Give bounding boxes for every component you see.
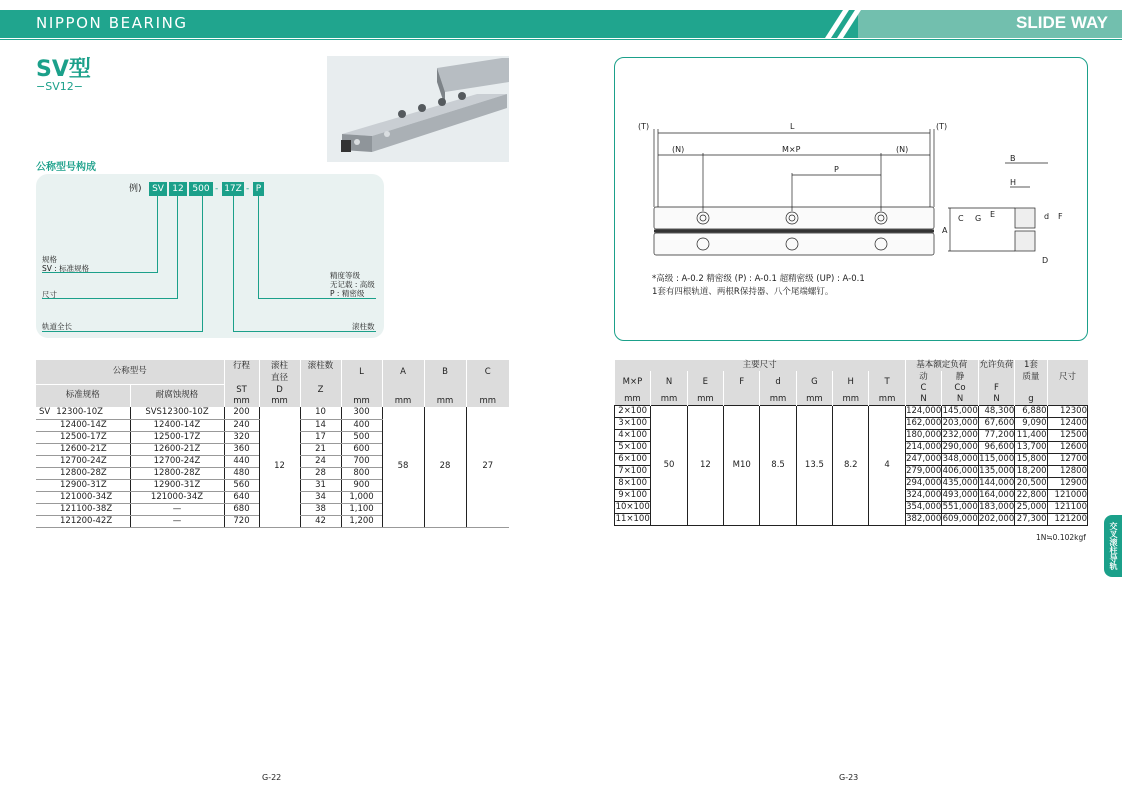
model-standard: 12900-31Z <box>60 479 107 490</box>
th-unit: mm <box>760 394 796 406</box>
th-standard: 标准规格 <box>36 384 130 407</box>
table-cell: 4×100 <box>615 430 651 442</box>
th-unit: mm <box>651 394 687 406</box>
table-cell: 294,000 <box>906 478 942 488</box>
table-cell: 354,000 <box>906 502 942 512</box>
table-cell: 320 <box>224 431 259 443</box>
table-cell: 12400-14Z <box>130 419 224 431</box>
dimension-drawing <box>630 115 1080 275</box>
table-cell: 12600-21Z <box>130 443 224 455</box>
table-cell <box>36 479 130 491</box>
table-cell: 12800 <box>1047 466 1087 478</box>
model-standard: 12800-28Z <box>60 467 107 478</box>
table-cell: 17 <box>300 431 341 443</box>
model-standard: 121100-38Z <box>60 503 113 514</box>
table-cell: 200 <box>224 407 259 419</box>
label-size: 尺寸 <box>42 290 57 299</box>
leader-line <box>233 196 234 332</box>
table-cell: 324,000 <box>906 490 942 500</box>
table-cell <box>36 491 130 503</box>
dim-label: d <box>1044 212 1050 221</box>
table-cell: 180,000 <box>906 430 942 440</box>
table-cell: 406,000 <box>942 466 978 476</box>
table-cell: 77,200 <box>978 430 1015 442</box>
table-cell: 18,200 <box>1015 466 1047 478</box>
model-standard: 12400-14Z <box>60 419 107 430</box>
table-cell: 240 <box>224 419 259 431</box>
table-cell: 12500 <box>1047 430 1087 442</box>
th-weight: 1套 <box>1015 360 1047 371</box>
table-cell: 232,000 <box>942 430 978 440</box>
table-cell: — <box>130 515 224 527</box>
dim-label: (T) <box>638 122 650 131</box>
header-stripes <box>825 10 865 38</box>
th-Co: Co <box>942 383 979 394</box>
table-cell: 9×100 <box>615 490 651 502</box>
code-sv: SV <box>149 182 167 196</box>
composition-title: 公称型号构成 <box>36 162 96 173</box>
table-cell: 24 <box>300 455 341 467</box>
table-cell: 12900-31Z <box>130 479 224 491</box>
leader-line <box>202 196 203 332</box>
table-cell: 10×100 <box>615 502 650 512</box>
th-weight-2: 质量 <box>1015 371 1047 383</box>
table-cell: 300 <box>341 407 382 419</box>
th-unit: mm <box>869 394 905 406</box>
table-cell: 144,000 <box>979 478 1015 488</box>
code-dash: - <box>246 184 250 194</box>
label-precision-high: 无记载 : 高级 <box>330 280 375 289</box>
category-side-tab[interactable]: 交叉滚柱导轨 <box>1104 515 1122 577</box>
th-unit: N <box>905 394 942 406</box>
leader-line <box>42 331 203 332</box>
code-dash: - <box>215 184 219 194</box>
model-standard: 12500-17Z <box>60 431 107 442</box>
th-unit: mm <box>833 394 869 406</box>
table-cell: 121000-34Z <box>130 491 224 503</box>
table-cell: 720 <box>224 515 259 527</box>
dim-label: G <box>975 214 982 223</box>
table-cell: 121100 <box>1047 502 1087 514</box>
table-cell: 121000 <box>1047 490 1087 502</box>
table-cell: 135,000 <box>979 466 1015 476</box>
table-cell: 58 <box>382 407 424 527</box>
th-T: T <box>869 371 905 394</box>
table-cell: 50 <box>651 406 687 526</box>
th-unit: mm <box>341 396 382 407</box>
label-precision: 精度等级 <box>330 271 360 280</box>
dim-label: M×P <box>782 145 801 154</box>
table-cell: 4 <box>869 406 905 526</box>
label-spec: 规格 <box>42 255 57 264</box>
leader-line <box>258 196 259 299</box>
table-cell: 38 <box>300 503 341 515</box>
th-d: D <box>259 384 300 396</box>
th-B: B <box>424 360 466 384</box>
table-cell: 28 <box>300 467 341 479</box>
brand-name: NIPPON BEARING <box>36 14 188 32</box>
table-cell: 12400 <box>1047 418 1087 430</box>
label-spec-sv: SV : 标准规格 <box>42 264 90 273</box>
th-corrosion: 耐腐蚀规格 <box>130 384 224 407</box>
table-cell: 680 <box>224 503 259 515</box>
table-cell: 1,000 <box>341 491 382 503</box>
table-cell: 609,000 <box>942 514 978 524</box>
th-unit: g <box>1015 394 1047 406</box>
table-cell: 12 <box>259 407 300 527</box>
table-cell <box>36 455 130 467</box>
table-cell <box>36 431 130 443</box>
th-load-rating: 基本额定负荷 <box>905 360 978 371</box>
table-cell: 27 <box>466 407 509 527</box>
page-subtitle: −SV12− <box>36 80 83 93</box>
th-unit: mm <box>259 396 300 407</box>
table-cell: 3×100 <box>615 418 651 430</box>
table-cell: SVS12300-10Z <box>130 407 224 419</box>
table-cell <box>36 407 130 419</box>
table-cell: 11×100 <box>615 514 650 524</box>
dim-label: P <box>834 165 839 174</box>
table-cell: 48,300 <box>978 406 1015 418</box>
table-cell <box>36 515 130 527</box>
th-size: 尺寸 <box>1047 360 1087 394</box>
th-d: d <box>760 371 796 394</box>
table-cell: M10 <box>724 406 760 526</box>
table-cell: 183,000 <box>979 502 1015 512</box>
th-dynamic: 动 <box>905 371 942 383</box>
th-mxp: M×P <box>615 371 651 394</box>
table-cell: 1,100 <box>341 503 382 515</box>
page-number-right: G-23 <box>839 773 859 782</box>
table-cell: 162,000 <box>906 418 942 428</box>
th-allowable: 允许负荷 <box>979 360 1014 370</box>
th-model: 公称型号 <box>36 360 224 384</box>
dim-label: (N) <box>896 145 909 154</box>
table-cell: 600 <box>341 443 382 455</box>
th-z: Z <box>300 384 341 396</box>
table-cell: 900 <box>341 479 382 491</box>
table-cell: 800 <box>341 467 382 479</box>
th-F: F <box>724 371 760 394</box>
table-cell: 700 <box>341 455 382 467</box>
table-cell: 12700 <box>1047 454 1087 466</box>
th-static: 静 <box>942 371 979 383</box>
th-E: E <box>687 371 723 394</box>
th-unit: N <box>978 394 1015 406</box>
table-cell: 145,000 <box>942 406 978 416</box>
table-cell <box>36 443 130 455</box>
th-C: C <box>905 383 942 394</box>
table-cell: 493,000 <box>942 490 978 500</box>
table-cell: 22,800 <box>1015 490 1047 502</box>
th-stroke: 行程 <box>224 360 259 372</box>
table-row <box>36 407 509 419</box>
table-cell: 382,000 <box>906 514 942 524</box>
table-cell: 400 <box>341 419 382 431</box>
table-cell: 6×100 <box>615 454 651 466</box>
dim-label: C <box>958 214 964 223</box>
unit-footnote: 1N≒0.102kgf <box>1036 533 1086 542</box>
table-cell: 42 <box>300 515 341 527</box>
th-roller-dia-2: 直径 <box>259 372 300 384</box>
table-cell: 34 <box>300 491 341 503</box>
page-number-left: G-22 <box>262 773 282 782</box>
dim-label: E <box>990 210 996 219</box>
dim-label: L <box>790 122 795 131</box>
table-cell <box>36 467 130 479</box>
table-cell: 67,600 <box>978 418 1015 430</box>
code-size: 12 <box>169 182 187 196</box>
label-precision-p: P : 精密级 <box>330 289 365 298</box>
table-cell: 12500-17Z <box>130 431 224 443</box>
th-L: L <box>341 360 382 384</box>
dim-label: A <box>942 226 948 235</box>
table-cell: 124,000 <box>906 406 942 416</box>
th-unit: mm <box>796 394 832 406</box>
dim-label: H <box>1010 178 1017 187</box>
code-length: 500 <box>189 182 213 196</box>
set-contents-note: 1套有四根轨道、两根R保持器、八个尾端螺钉。 <box>652 287 834 297</box>
table-cell: 12 <box>687 406 723 526</box>
th-unit: mm <box>224 396 259 407</box>
table-cell: 12700-24Z <box>130 455 224 467</box>
table-cell: 279,000 <box>906 466 942 476</box>
model-standard: 121200-42Z <box>60 515 113 526</box>
example-label: 例) <box>129 184 142 194</box>
table-cell: 14 <box>300 419 341 431</box>
th-unit: mm <box>424 396 466 407</box>
table-cell: 8.2 <box>833 406 869 526</box>
table-cell: 8.5 <box>760 406 796 526</box>
product-photo <box>327 56 509 162</box>
table-cell: 1,200 <box>341 515 382 527</box>
right-spec-table <box>614 360 1088 526</box>
th-Fcol: F <box>978 383 1015 394</box>
table-cell: 12600 <box>1047 442 1087 454</box>
leader-line <box>42 298 178 299</box>
composition-panel <box>36 174 384 338</box>
table-cell: 11,400 <box>1015 430 1047 442</box>
table-cell: 247,000 <box>906 454 942 464</box>
dim-label: (T) <box>936 122 948 131</box>
table-cell: 164,000 <box>979 490 1015 500</box>
table-cell: 9,090 <box>1015 418 1047 430</box>
tolerance-note: *高级 : A-0.2 精密级 (P) : A-0.1 超精密级 (UP) : A-0.1 <box>652 274 865 284</box>
table-cell: 12900 <box>1047 478 1087 490</box>
page-title: SV型 <box>36 57 91 82</box>
table-cell: 2×100 <box>615 406 651 418</box>
table-cell: 13.5 <box>796 406 832 526</box>
table-cell: 28 <box>424 407 466 527</box>
th-unit: mm <box>615 394 651 406</box>
table-cell: 500 <box>341 431 382 443</box>
th-roller-count: 滚柱数 <box>300 360 341 372</box>
table-cell: 115,000 <box>979 454 1015 464</box>
table-cell: 15,800 <box>1015 454 1047 466</box>
th-unit: mm <box>382 396 424 407</box>
table-cell: 440 <box>224 455 259 467</box>
table-cell: 12300 <box>1047 406 1087 418</box>
table-cell: 13,700 <box>1015 442 1047 454</box>
table-cell: 10 <box>300 407 341 419</box>
th-unit: N <box>942 394 979 406</box>
model-standard: 12600-21Z <box>60 443 107 454</box>
table-cell: 25,000 <box>1015 502 1047 514</box>
table-cell: 20,500 <box>1015 478 1047 490</box>
th-main-dims: 主要尺寸 <box>615 360 906 371</box>
left-spec-table <box>36 360 509 528</box>
table-cell: 21 <box>300 443 341 455</box>
table-cell: 7×100 <box>615 466 651 478</box>
table-cell: 560 <box>224 479 259 491</box>
dim-label: D <box>1042 256 1049 265</box>
label-rollers: 滚柱数 <box>352 322 375 331</box>
table-cell: 480 <box>224 467 259 479</box>
code-rollers: 17Z <box>222 182 244 196</box>
model-standard: 12700-24Z <box>60 455 107 466</box>
th-unit: mm <box>687 394 723 406</box>
table-cell: 360 <box>224 443 259 455</box>
dim-label: F <box>1058 212 1063 221</box>
table-cell: 27,300 <box>1015 514 1047 526</box>
table-cell: 290,000 <box>942 442 978 452</box>
table-cell: 6,880 <box>1015 406 1047 418</box>
table-row <box>615 406 1088 418</box>
th-H: H <box>833 371 869 394</box>
dim-label: (N) <box>672 145 685 154</box>
table-cell: 640 <box>224 491 259 503</box>
table-cell: 202,000 <box>979 514 1015 524</box>
th-unit: mm <box>466 396 509 407</box>
th-G: G <box>796 371 832 394</box>
table-cell: 203,000 <box>942 418 978 428</box>
th-st: ST <box>224 384 259 396</box>
leader-line <box>258 298 376 299</box>
label-length: 轨道全长 <box>42 322 72 331</box>
code-precision: P <box>253 182 264 196</box>
th-roller-dia: 滚柱 <box>259 360 300 372</box>
dim-label: B <box>1010 154 1016 163</box>
table-cell: 551,000 <box>942 502 978 512</box>
table-cell: 121200 <box>1047 514 1087 526</box>
leader-line <box>233 331 376 332</box>
table-cell: 96,600 <box>978 442 1015 454</box>
table-cell: 348,000 <box>942 454 978 464</box>
table-cell: 214,000 <box>906 442 942 452</box>
table-cell: 31 <box>300 479 341 491</box>
model-standard: 121000-34Z <box>60 491 113 502</box>
table-cell <box>36 419 130 431</box>
table-cell: 8×100 <box>615 478 651 490</box>
table-cell <box>36 503 130 515</box>
table-cell: 12800-28Z <box>130 467 224 479</box>
table-cell: — <box>130 503 224 515</box>
th-N: N <box>651 371 687 394</box>
header-underline <box>0 39 1122 40</box>
section-title: SLIDE WAY <box>1016 13 1108 32</box>
leader-line <box>177 196 178 299</box>
model-standard: 12300-10Z <box>56 407 103 418</box>
th-A: A <box>382 360 424 384</box>
leader-line <box>157 196 158 273</box>
th-C: C <box>466 360 509 384</box>
table-cell: 5×100 <box>615 442 651 454</box>
table-cell: 435,000 <box>942 478 978 488</box>
model-prefix: SV <box>39 407 51 418</box>
